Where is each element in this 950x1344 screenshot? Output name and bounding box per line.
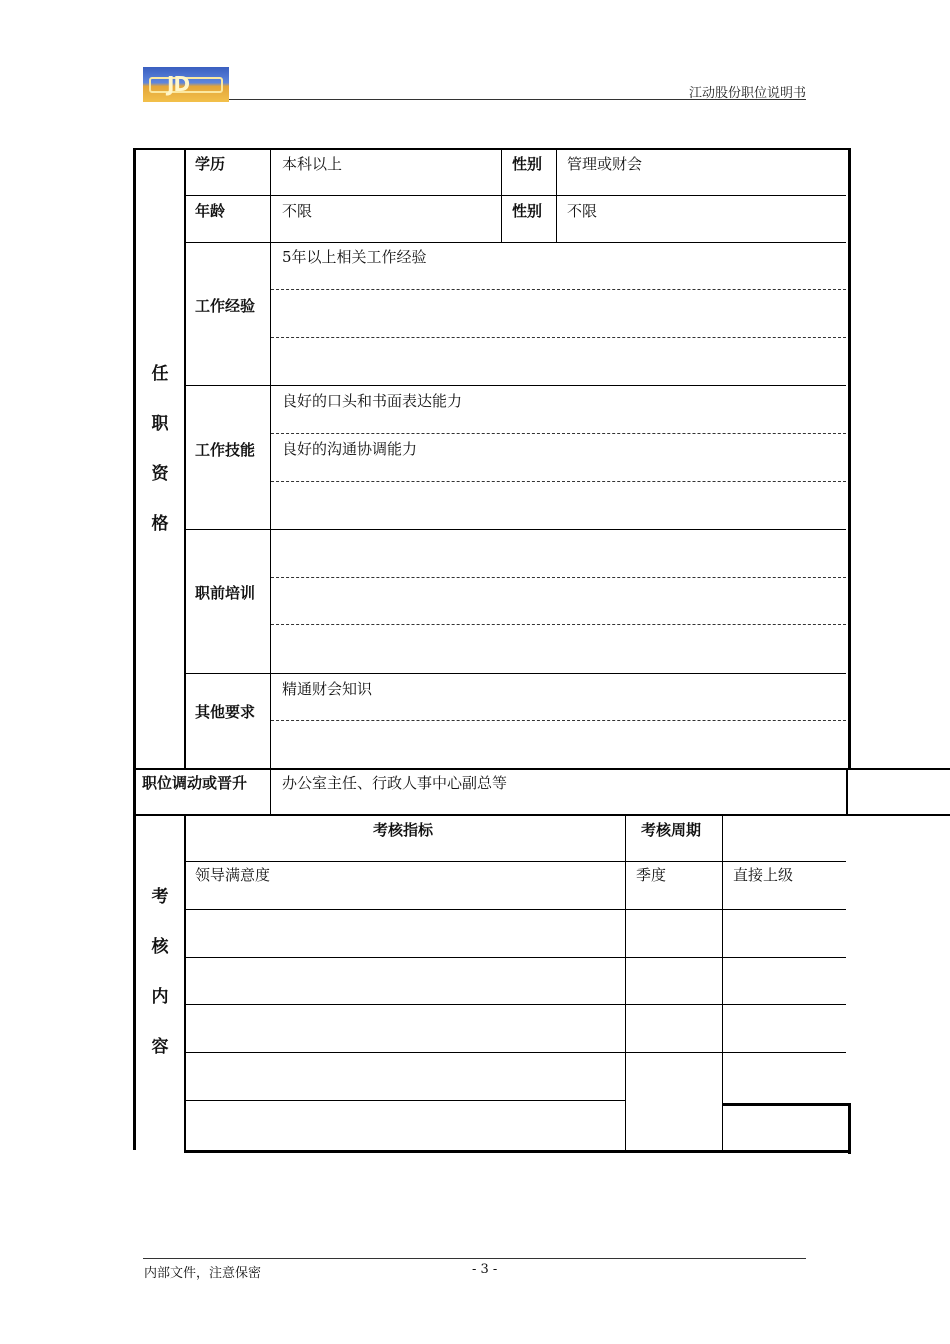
company-logo — [143, 67, 229, 102]
training-dash-2 — [271, 624, 846, 625]
skills-label: 工作技能 — [195, 441, 256, 459]
transfer-bottom-line — [133, 814, 950, 816]
assessor-cell: 直接上级 — [733, 866, 794, 884]
education-label: 学历 — [195, 155, 226, 173]
assess-row-line-2 — [184, 909, 846, 910]
other-dash-1 — [271, 720, 846, 721]
skills-line: 良好的沟通协调能力 — [282, 440, 418, 458]
page-number: - 3 - — [472, 1262, 498, 1277]
other-label: 其他要求 — [195, 703, 256, 721]
row-line-5 — [184, 673, 846, 674]
skills-dash-2 — [271, 481, 846, 482]
row-line-3 — [184, 385, 846, 386]
period-header: 考核周期 — [641, 821, 702, 839]
row-line-1 — [184, 195, 846, 196]
footer-rule — [143, 1258, 806, 1259]
logo-text: JD — [167, 72, 190, 96]
experience-dash-1 — [271, 289, 846, 290]
skills-line: 良好的口头和书面表达能力 — [282, 392, 463, 410]
row-line-2 — [184, 242, 846, 243]
assess-row-line-1 — [184, 861, 846, 862]
experience-line: 5年以上相关工作经验 — [282, 248, 427, 266]
assess-col-line-1 — [184, 815, 186, 1153]
indicator-cell: 领导满意度 — [195, 866, 271, 884]
age-value: 不限 — [282, 202, 313, 220]
assess-row-line-6a — [184, 1100, 626, 1101]
col-line-2 — [270, 148, 271, 768]
table-right-border-mid — [846, 768, 848, 815]
row-line-4 — [184, 529, 846, 530]
document-title: 江动股份职位说明书 — [688, 86, 806, 101]
transfer-divider — [270, 768, 271, 815]
period-cell: 季度 — [636, 866, 667, 884]
table-right-border-top — [848, 148, 851, 768]
table-top-border — [133, 148, 851, 150]
table-right-border-bottom — [848, 1104, 851, 1154]
table-bottom-border — [184, 1150, 851, 1153]
education-value: 本科以上 — [282, 155, 343, 173]
table-left-border — [133, 148, 136, 1150]
assess-row-line-3 — [184, 957, 846, 958]
confidential-note: 内部文件，注意保密 — [144, 1266, 262, 1281]
skills-dash-1 — [271, 433, 846, 434]
other-line: 精通财会知识 — [282, 680, 373, 698]
transfer-top-line — [133, 768, 950, 770]
section-char: 资 — [151, 464, 169, 484]
section-char: 格 — [151, 514, 169, 534]
section-char: 内 — [151, 987, 169, 1007]
gender-label: 性别 — [512, 202, 543, 220]
experience-dash-2 — [271, 337, 846, 338]
section-char: 容 — [151, 1037, 169, 1057]
section-char: 核 — [151, 937, 169, 957]
section-char: 职 — [151, 414, 169, 434]
training-dash-1 — [271, 577, 846, 578]
transfer-label: 职位调动或晋升 — [142, 774, 248, 792]
training-label: 职前培训 — [195, 584, 256, 602]
age-label: 年龄 — [195, 202, 226, 220]
major-label: 性别 — [512, 155, 543, 173]
experience-label: 工作经验 — [195, 297, 256, 315]
section-char: 任 — [151, 364, 169, 384]
assess-row-line-6b — [722, 1103, 851, 1106]
assess-col-line-2 — [625, 815, 626, 1153]
assess-row-line-4 — [184, 1004, 846, 1005]
transfer-value: 办公室主任、行政人事中心副总等 — [282, 774, 508, 792]
gender-value: 不限 — [567, 202, 598, 220]
major-value: 管理或财会 — [567, 155, 643, 173]
col-line-1 — [184, 148, 186, 768]
assess-row-line-5 — [184, 1052, 846, 1053]
indicator-header: 考核指标 — [373, 821, 434, 839]
section-char: 考 — [151, 887, 169, 907]
